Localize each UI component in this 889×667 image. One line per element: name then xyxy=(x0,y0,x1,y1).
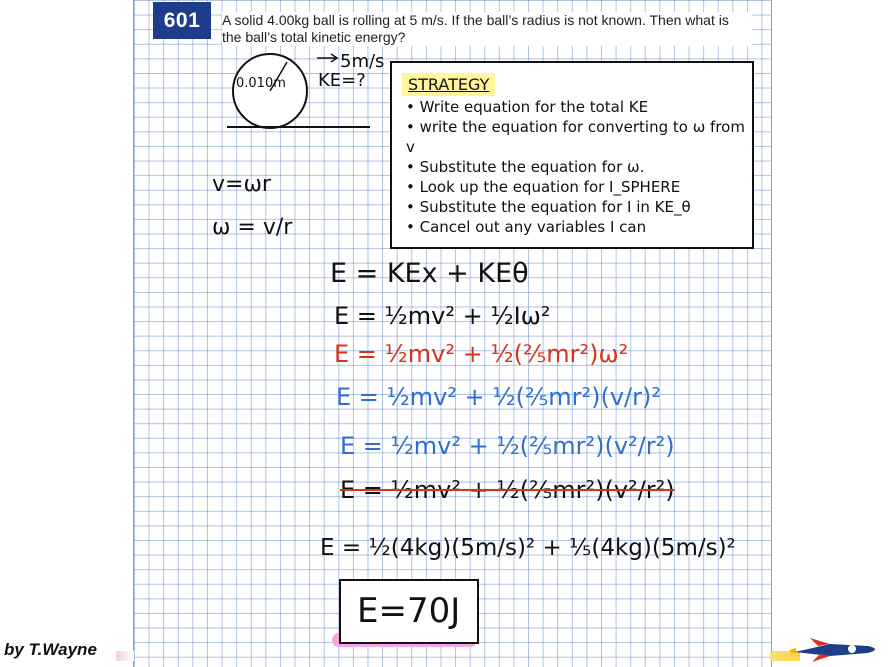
problem-statement: A solid 4.00kg ball is rolling at 5 m/s. If the ball’s radius is not known. Then what is the ball’s total kinetic energy? xyxy=(222,12,752,46)
strategy-item: • Substitute the equation for ω. xyxy=(406,157,752,177)
derivation-line-5: E = ½mv² + ½(⅖mr²)(v²/r²) xyxy=(340,432,675,460)
answer-text: E=70J xyxy=(357,591,461,631)
side-equation-v: v=ωr xyxy=(212,172,271,197)
derivation-line-2: E = ½mv² + ½Iω² xyxy=(334,302,551,330)
strategy-item: • write the equation for converting to ω from v xyxy=(406,117,752,157)
derivation-line-3: E = ½mv² + ½(⅖mr²)ω² xyxy=(334,340,629,368)
velocity-label: 5m/s xyxy=(340,51,385,72)
author-credit: by T.Wayne xyxy=(4,640,97,659)
ke-label: KE=? xyxy=(318,70,366,91)
derivation-line-4: E = ½mv² + ½(⅖mr²)(v/r)² xyxy=(336,383,661,411)
strategy-title: STRATEGY xyxy=(402,73,495,96)
strategy-item: • Cancel out any variables I can xyxy=(406,217,752,237)
derivation-line-7: E = ½(4kg)(5m/s)² + ⅕(4kg)(5m/s)² xyxy=(320,535,736,561)
rocket-icon xyxy=(790,632,885,666)
strategy-item: • Look up the equation for I_SPHERE xyxy=(406,177,752,197)
side-equation-omega: ω = v/r xyxy=(212,215,293,240)
derivation-line-1: E = KEx + KEθ xyxy=(330,258,529,289)
strategy-list xyxy=(406,97,752,237)
strategy-item: • Substitute the equation for I in KE_θ xyxy=(406,197,752,217)
problem-number-badge: 601 xyxy=(153,2,211,39)
answer-box xyxy=(339,579,479,644)
strategy-item: • Write equation for the total KE xyxy=(406,97,752,117)
footer-strip-left xyxy=(116,651,134,661)
radius-label: 0.010m xyxy=(236,76,286,91)
derivation-line-6: E = ½mv² + ½(⅖mr²)(v²/r²) xyxy=(340,476,675,504)
strategy-box xyxy=(390,61,754,249)
